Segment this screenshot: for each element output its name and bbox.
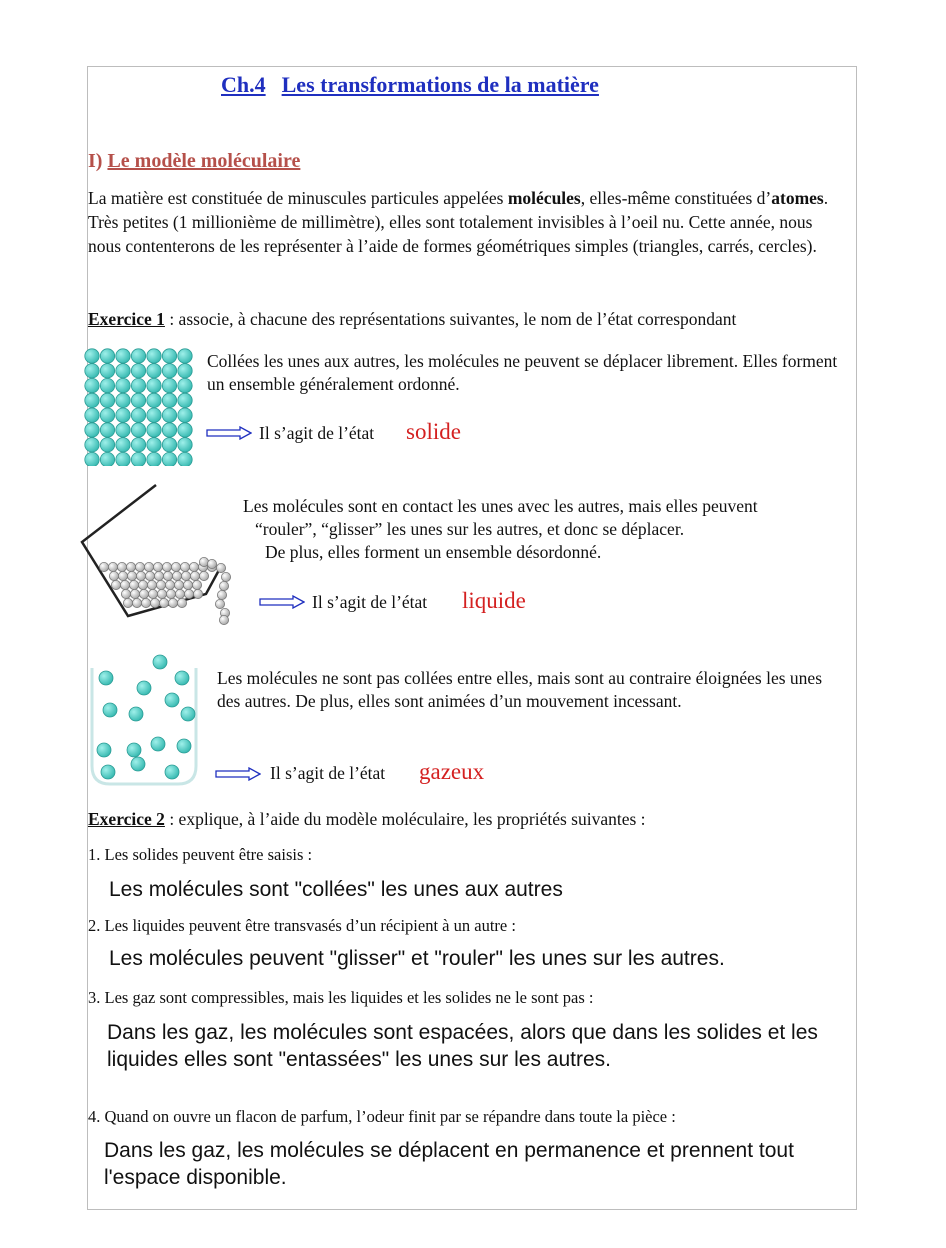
answer-1: Les molécules sont "collées" les unes aux autres bbox=[109, 878, 563, 901]
exercise1-label: Exercice 1 bbox=[88, 309, 165, 329]
liquid-molecules-illustration bbox=[76, 482, 240, 630]
liquid-molecule bbox=[129, 580, 138, 589]
solid-molecule bbox=[178, 423, 192, 437]
liquid-molecule bbox=[189, 562, 198, 571]
exercise1-instruction: : associe, à chacune des représentations suivantes, le nom de l’état correspondant bbox=[164, 309, 737, 329]
solid-molecules-illustration bbox=[84, 348, 196, 466]
solid-molecule bbox=[162, 452, 176, 466]
gas-molecule bbox=[99, 671, 113, 685]
liquid-molecule bbox=[145, 571, 154, 580]
liquid-molecule bbox=[141, 598, 150, 607]
solid-molecule bbox=[178, 393, 192, 407]
solid-molecule bbox=[131, 393, 145, 407]
solid-molecule bbox=[116, 408, 130, 422]
solid-molecule bbox=[162, 408, 176, 422]
gas-molecule bbox=[127, 743, 141, 757]
arrow-right-icon bbox=[215, 767, 261, 781]
solid-molecule bbox=[131, 408, 145, 422]
solid-molecule bbox=[85, 452, 99, 466]
question-4: 4. Quand on ouvre un flacon de parfum, l’odeur finit par se répandre dans toute la pièce : bbox=[88, 1107, 676, 1126]
solid-molecule bbox=[100, 349, 114, 363]
gas-prompt-text: Il s’agit de l’état bbox=[270, 763, 386, 783]
exercise2-label: Exercice 2 bbox=[88, 809, 165, 829]
gas-molecule bbox=[175, 671, 189, 685]
solid-state-prompt bbox=[259, 423, 374, 444]
liquid-molecule bbox=[108, 562, 117, 571]
solid-molecule bbox=[131, 452, 145, 466]
arrow-right-icon bbox=[206, 426, 252, 440]
solid-molecule bbox=[178, 364, 192, 378]
liquid-molecule bbox=[199, 571, 208, 580]
solid-molecule bbox=[162, 378, 176, 392]
chapter-title: Les transformations de la matière bbox=[281, 72, 599, 97]
liquid-state-prompt bbox=[312, 592, 427, 613]
question-3: 3. Les gaz sont compressibles, mais les liquides et les solides ne le sont pas : bbox=[88, 988, 594, 1007]
intro-bold-molecules: molécules bbox=[507, 188, 581, 208]
solid-molecule bbox=[131, 378, 145, 392]
section-title: Le modèle moléculaire bbox=[107, 150, 301, 172]
intro-text-3: . Très petites (1 millionième de millimètre), elles sont totalement invisibles à l’oeil nu. Cette année, nous nous contenterons de les représenter à l’aide de formes géométriques simples (triangles, carrés, cercles). bbox=[88, 188, 829, 256]
question-2: 2. Les liquides peuvent être transvasés d’un récipient à un autre : bbox=[88, 916, 516, 935]
solid-molecule bbox=[85, 423, 99, 437]
liquid-molecule bbox=[174, 580, 183, 589]
intro-text-2: , elles-même constituées d’ bbox=[580, 188, 772, 208]
solid-molecule bbox=[131, 423, 145, 437]
solid-molecule bbox=[131, 364, 145, 378]
liquid-molecule bbox=[132, 598, 141, 607]
liquid-molecule bbox=[99, 562, 108, 571]
liquid-molecule bbox=[163, 571, 172, 580]
liquid-molecule bbox=[138, 580, 147, 589]
gas-molecule bbox=[103, 703, 117, 717]
solid-molecule bbox=[147, 349, 161, 363]
answer-4: Dans les gaz, les molécules se déplacent en permanence et prennent tout l'espace disponible. bbox=[104, 1139, 794, 1189]
liquid-molecule bbox=[147, 580, 156, 589]
solid-molecule bbox=[85, 349, 99, 363]
gas-description: Les molécules ne sont pas collées entre elles, mais sont au contraire éloignées les unes des autres. De plus, elles sont animées d’un mouvement incessant. bbox=[217, 668, 823, 711]
gas-molecule bbox=[97, 743, 111, 757]
liquid-molecule bbox=[144, 562, 153, 571]
solid-molecule bbox=[178, 378, 192, 392]
solid-molecule bbox=[131, 438, 145, 452]
gas-state-prompt bbox=[270, 763, 385, 784]
gas-molecule bbox=[129, 707, 143, 721]
liquid-molecule bbox=[150, 598, 159, 607]
liquid-molecule bbox=[219, 615, 228, 624]
liquid-molecule bbox=[175, 589, 184, 598]
gas-molecules-illustration bbox=[86, 648, 202, 790]
solid-molecule bbox=[100, 378, 114, 392]
solid-molecule bbox=[147, 423, 161, 437]
solid-molecule bbox=[116, 438, 130, 452]
liquid-molecule bbox=[126, 562, 135, 571]
answer-3: Dans les gaz, les molécules sont espacées, alors que dans les solides et les liquides elles sont "entassées" les unes sur les autres. bbox=[107, 1021, 818, 1071]
liquid-molecule bbox=[190, 571, 199, 580]
solid-molecule bbox=[147, 378, 161, 392]
gas-molecule bbox=[153, 655, 167, 669]
solid-molecule bbox=[116, 423, 130, 437]
liquid-molecule bbox=[221, 572, 230, 581]
liquid-description-line1: Les molécules sont en contact les unes avec les autres, mais elles peuvent bbox=[243, 496, 758, 516]
intro-paragraph bbox=[88, 186, 848, 258]
solid-molecule bbox=[85, 378, 99, 392]
arrow-right-icon bbox=[259, 595, 305, 609]
liquid-molecule bbox=[109, 571, 118, 580]
liquid-molecule bbox=[156, 580, 165, 589]
liquid-molecule bbox=[120, 580, 129, 589]
liquid-molecule bbox=[130, 589, 139, 598]
solid-molecule bbox=[162, 364, 176, 378]
liquid-molecule bbox=[193, 589, 202, 598]
liquid-molecule bbox=[117, 562, 126, 571]
liquid-molecule bbox=[111, 580, 120, 589]
liquid-description-line3: De plus, elles forment un ensemble désordonné. bbox=[265, 542, 602, 562]
solid-molecule bbox=[178, 349, 192, 363]
solid-molecule bbox=[131, 349, 145, 363]
liquid-molecule bbox=[217, 590, 226, 599]
gas-molecule bbox=[131, 757, 145, 771]
solid-molecule bbox=[116, 393, 130, 407]
gas-answer: gazeux bbox=[419, 759, 485, 784]
intro-text-1: La matière est constituée de minuscules particules appelées bbox=[88, 188, 508, 208]
solid-molecule bbox=[147, 438, 161, 452]
gas-molecule bbox=[165, 693, 179, 707]
liquid-molecule bbox=[139, 589, 148, 598]
liquid-molecule bbox=[207, 559, 216, 568]
liquid-molecule bbox=[165, 580, 174, 589]
solid-molecule bbox=[116, 452, 130, 466]
solid-molecule bbox=[116, 349, 130, 363]
solid-prompt-text: Il s’agit de l’état bbox=[259, 423, 375, 443]
solid-molecule bbox=[100, 423, 114, 437]
gas-molecule bbox=[151, 737, 165, 751]
gas-molecule bbox=[177, 739, 191, 753]
liquid-molecule bbox=[162, 562, 171, 571]
solid-molecule bbox=[147, 364, 161, 378]
exercise1-heading bbox=[88, 309, 736, 330]
solid-molecule bbox=[85, 364, 99, 378]
solid-molecule bbox=[85, 393, 99, 407]
liquid-molecule bbox=[166, 589, 175, 598]
solid-molecule bbox=[147, 452, 161, 466]
solid-molecule bbox=[162, 423, 176, 437]
solid-molecule bbox=[178, 452, 192, 466]
exercise2-instruction: : explique, à l’aide du modèle moléculaire, les propriétés suivantes : bbox=[164, 809, 646, 829]
solid-molecule bbox=[85, 408, 99, 422]
solid-molecule bbox=[100, 452, 114, 466]
page-title bbox=[221, 72, 599, 98]
liquid-molecule bbox=[159, 598, 168, 607]
liquid-molecule bbox=[177, 598, 186, 607]
solid-molecule bbox=[147, 408, 161, 422]
question-1: 1. Les solides peuvent être saisis : bbox=[88, 845, 313, 864]
liquid-answer: liquide bbox=[462, 588, 526, 613]
liquid-molecule bbox=[123, 598, 132, 607]
gas-molecule bbox=[181, 707, 195, 721]
solid-molecule bbox=[85, 438, 99, 452]
section-heading bbox=[88, 150, 300, 173]
gas-molecule bbox=[165, 765, 179, 779]
liquid-molecule bbox=[171, 562, 180, 571]
liquid-molecule bbox=[184, 589, 193, 598]
liquid-molecule bbox=[127, 571, 136, 580]
solid-molecule bbox=[116, 378, 130, 392]
solid-molecule bbox=[116, 364, 130, 378]
solid-description: Collées les unes aux autres, les molécules ne peuvent se déplacer librement. Elles forment un ensemble généralement ordonné. bbox=[207, 351, 838, 394]
liquid-molecule bbox=[136, 571, 145, 580]
solid-molecule bbox=[147, 393, 161, 407]
liquid-molecule bbox=[183, 580, 192, 589]
gas-molecule bbox=[137, 681, 151, 695]
liquid-molecule bbox=[181, 571, 190, 580]
section-number: I) bbox=[88, 150, 103, 172]
liquid-molecule bbox=[157, 589, 166, 598]
liquid-molecule bbox=[135, 562, 144, 571]
solid-molecule bbox=[100, 393, 114, 407]
liquid-molecule bbox=[148, 589, 157, 598]
gas-molecule bbox=[101, 765, 115, 779]
liquid-molecule bbox=[154, 571, 163, 580]
solid-molecule bbox=[178, 408, 192, 422]
exercise2-heading bbox=[88, 809, 646, 830]
solid-molecule bbox=[100, 438, 114, 452]
liquid-molecule bbox=[172, 571, 181, 580]
solid-molecule bbox=[162, 438, 176, 452]
liquid-molecule bbox=[121, 589, 130, 598]
solid-molecule bbox=[162, 393, 176, 407]
liquid-molecule bbox=[168, 598, 177, 607]
liquid-description-line2: “rouler”, “glisser” les unes sur les autres, et donc se déplacer. bbox=[255, 519, 685, 539]
liquid-molecule bbox=[219, 581, 228, 590]
intro-bold-atomes: atomes bbox=[771, 188, 824, 208]
liquid-molecule bbox=[215, 599, 224, 608]
liquid-prompt-text: Il s’agit de l’état bbox=[312, 592, 428, 612]
liquid-molecule bbox=[192, 580, 201, 589]
solid-answer: solide bbox=[406, 419, 461, 444]
solid-molecule bbox=[100, 408, 114, 422]
liquid-molecule bbox=[180, 562, 189, 571]
solid-molecule bbox=[100, 364, 114, 378]
solid-molecule bbox=[162, 349, 176, 363]
answer-2: Les molécules peuvent "glisser" et "rouler" les unes sur les autres. bbox=[109, 947, 725, 970]
liquid-molecule bbox=[153, 562, 162, 571]
solid-molecule bbox=[178, 438, 192, 452]
liquid-molecule bbox=[216, 563, 225, 572]
chapter-number: Ch.4 bbox=[221, 72, 266, 97]
liquid-molecule bbox=[118, 571, 127, 580]
